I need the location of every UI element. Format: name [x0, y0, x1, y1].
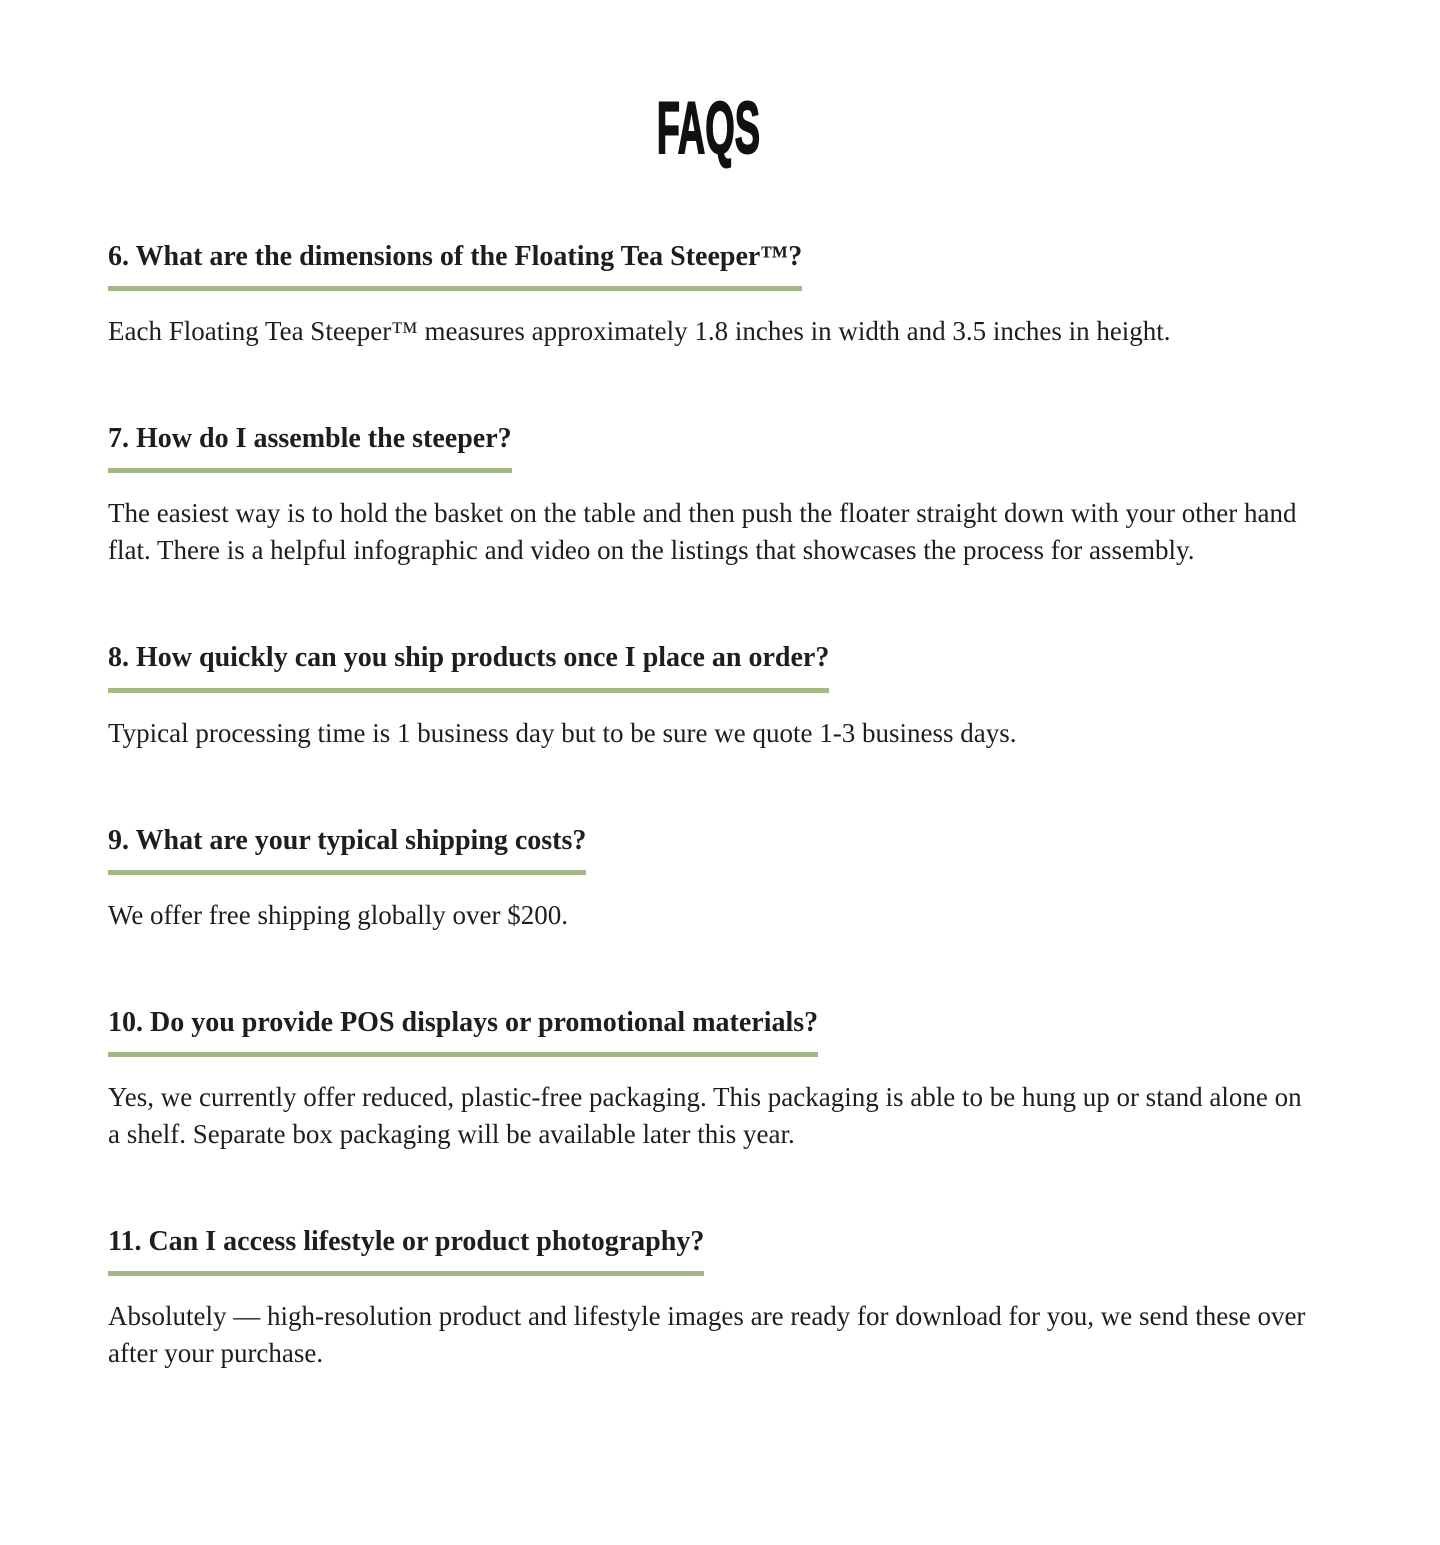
page-title — [108, 88, 1308, 169]
faq-question: 8. How quickly can you ship products once I place an order? — [108, 642, 829, 692]
faq-item — [108, 642, 1308, 751]
faq-page — [108, 88, 1308, 1545]
faq-answer: Each Floating Tea Steeper™ measures approximately 1.8 inches in width and 3.5 inches in height. — [108, 316, 1171, 347]
faq-answer: Absolutely — high-resolution product and lifestyle images are ready for download for you, we send these over after your purchase. — [108, 1301, 1306, 1368]
faq-question: 9. What are your typical shipping costs? — [108, 825, 586, 875]
faq-item — [108, 1226, 1308, 1372]
faq-list — [108, 241, 1308, 1372]
faq-answer: We offer free shipping globally over $200. — [108, 899, 568, 930]
faq-question: 10. Do you provide POS displays or promotional materials? — [108, 1007, 818, 1057]
faq-item — [108, 423, 1308, 569]
faq-question: 11. Can I access lifestyle or product photography? — [108, 1226, 704, 1276]
faq-question: 7. How do I assemble the steeper? — [108, 423, 512, 473]
faq-answer: Yes, we currently offer reduced, plastic-free packaging. This packaging is able to be hung up or stand alone on a shelf. Separate box packaging will be available later this year. — [108, 1081, 1302, 1149]
faq-item — [108, 241, 1308, 350]
page-title-text: FAQS — [656, 88, 760, 169]
faq-answer: The easiest way is to hold the basket on the table and then push the floater straight down with your other hand flat. There is a helpful infographic and video on the listings that showcases the process for assembly. — [108, 498, 1297, 566]
faq-answer: Typical processing time is 1 business day but to be sure we quote 1-3 business days. — [108, 717, 1017, 748]
faq-item — [108, 1007, 1308, 1153]
faq-item — [108, 825, 1308, 934]
faq-question: 6. What are the dimensions of the Floating Tea Steeper™? — [108, 241, 802, 291]
